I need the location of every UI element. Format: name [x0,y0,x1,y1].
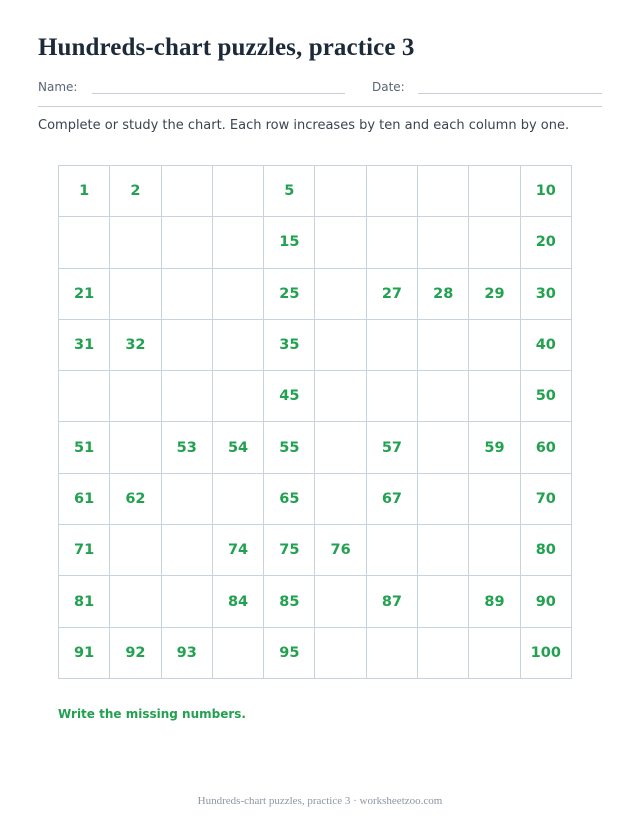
number-cell: 89 [469,576,520,627]
blank-cell[interactable] [315,268,366,319]
blank-cell[interactable] [212,217,263,268]
blank-cell[interactable] [418,319,469,370]
number-cell: 93 [161,627,212,678]
chart-row [59,371,572,422]
hundreds-chart [58,165,572,679]
number-cell: 70 [520,473,571,524]
blank-cell[interactable] [366,525,417,576]
chart-row [59,217,572,268]
blank-cell[interactable] [110,371,161,422]
blank-cell[interactable] [418,576,469,627]
number-cell: 84 [212,576,263,627]
blank-cell[interactable] [110,525,161,576]
blank-cell[interactable] [315,371,366,422]
blank-cell[interactable] [161,217,212,268]
chart-row [59,473,572,524]
blank-cell[interactable] [161,371,212,422]
blank-cell[interactable] [315,473,366,524]
blank-cell[interactable] [161,473,212,524]
blank-cell[interactable] [212,627,263,678]
blank-cell[interactable] [469,525,520,576]
blank-cell[interactable] [212,371,263,422]
blank-cell[interactable] [418,217,469,268]
number-cell: 2 [110,166,161,217]
number-cell: 65 [264,473,315,524]
name-label: Name: [38,80,78,94]
chart-row [59,422,572,473]
date-field[interactable] [418,93,602,94]
number-cell: 80 [520,525,571,576]
number-cell: 91 [59,627,110,678]
blank-cell[interactable] [315,627,366,678]
blank-cell[interactable] [418,371,469,422]
number-cell: 40 [520,319,571,370]
number-cell: 76 [315,525,366,576]
blank-cell[interactable] [469,627,520,678]
number-cell: 27 [366,268,417,319]
number-cell: 51 [59,422,110,473]
number-cell: 21 [59,268,110,319]
blank-cell[interactable] [418,473,469,524]
number-cell: 5 [264,166,315,217]
blank-cell[interactable] [110,422,161,473]
task-note: Write the missing numbers. [58,707,246,721]
number-cell: 55 [264,422,315,473]
number-cell: 59 [469,422,520,473]
page-title: Hundreds-chart puzzles, practice 3 [38,34,415,61]
number-cell: 100 [520,627,571,678]
number-cell: 87 [366,576,417,627]
blank-cell[interactable] [110,576,161,627]
number-cell: 62 [110,473,161,524]
blank-cell[interactable] [161,166,212,217]
blank-cell[interactable] [366,627,417,678]
footer: Hundreds-chart puzzles, practice 3 · worksheetzoo.com [197,795,443,807]
chart-row [59,268,572,319]
blank-cell[interactable] [110,268,161,319]
blank-cell[interactable] [469,319,520,370]
number-cell: 95 [264,627,315,678]
number-cell: 92 [110,627,161,678]
number-cell: 74 [212,525,263,576]
blank-cell[interactable] [315,217,366,268]
name-field[interactable] [92,93,345,94]
blank-cell[interactable] [315,319,366,370]
blank-cell[interactable] [161,319,212,370]
blank-cell[interactable] [212,473,263,524]
number-cell: 85 [264,576,315,627]
blank-cell[interactable] [366,217,417,268]
number-cell: 45 [264,371,315,422]
blank-cell[interactable] [469,473,520,524]
blank-cell[interactable] [366,371,417,422]
number-cell: 81 [59,576,110,627]
blank-cell[interactable] [212,268,263,319]
blank-cell[interactable] [418,166,469,217]
number-cell: 31 [59,319,110,370]
number-cell: 71 [59,525,110,576]
blank-cell[interactable] [212,166,263,217]
number-cell: 29 [469,268,520,319]
number-cell: 60 [520,422,571,473]
number-cell: 35 [264,319,315,370]
blank-cell[interactable] [418,627,469,678]
chart-row [59,319,572,370]
number-cell: 15 [264,217,315,268]
number-cell: 20 [520,217,571,268]
number-cell: 53 [161,422,212,473]
blank-cell[interactable] [366,166,417,217]
blank-cell[interactable] [366,319,417,370]
blank-cell[interactable] [469,371,520,422]
number-cell: 75 [264,525,315,576]
blank-cell[interactable] [161,525,212,576]
number-cell: 67 [366,473,417,524]
instructions: Complete or study the chart. Each row increases by ten and each column by one. [38,118,570,133]
blank-cell[interactable] [161,268,212,319]
blank-cell[interactable] [469,166,520,217]
number-cell: 25 [264,268,315,319]
blank-cell[interactable] [212,319,263,370]
number-cell: 1 [59,166,110,217]
chart-row [59,166,572,217]
number-cell: 61 [59,473,110,524]
blank-cell[interactable] [315,576,366,627]
blank-cell[interactable] [418,525,469,576]
chart-row [59,525,572,576]
header-divider [38,106,602,107]
blank-cell[interactable] [59,371,110,422]
blank-cell[interactable] [315,166,366,217]
blank-cell[interactable] [161,576,212,627]
number-cell: 10 [520,166,571,217]
blank-cell[interactable] [110,217,161,268]
blank-cell[interactable] [315,422,366,473]
header-fields [38,78,602,98]
number-cell: 50 [520,371,571,422]
number-cell: 32 [110,319,161,370]
number-cell: 57 [366,422,417,473]
chart-row [59,627,572,678]
chart-row [59,576,572,627]
blank-cell[interactable] [59,217,110,268]
date-label: Date: [372,80,405,94]
blank-cell[interactable] [418,422,469,473]
number-cell: 30 [520,268,571,319]
number-cell: 90 [520,576,571,627]
blank-cell[interactable] [469,217,520,268]
number-cell: 54 [212,422,263,473]
number-cell: 28 [418,268,469,319]
